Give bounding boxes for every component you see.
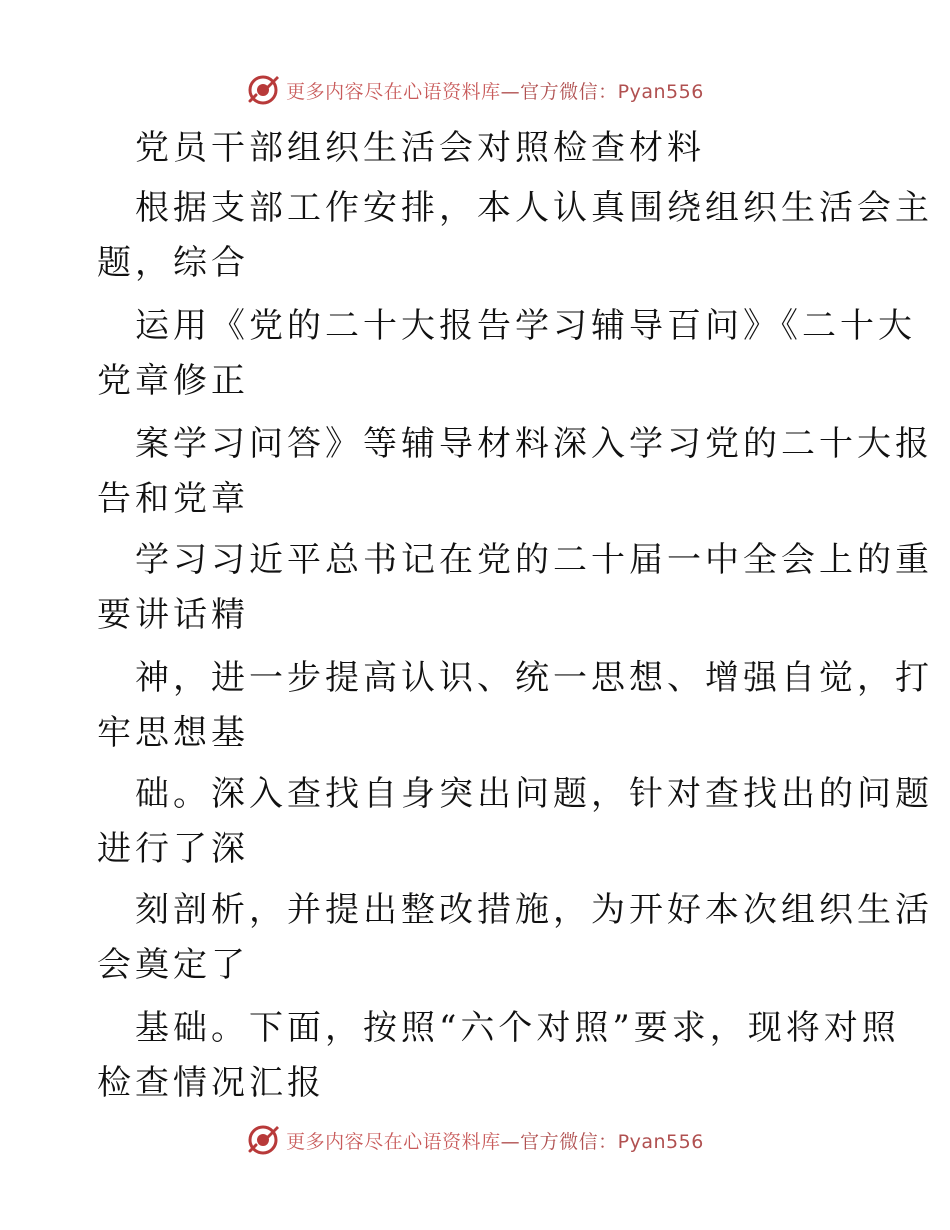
paragraph-line: 告和党章 <box>97 479 249 519</box>
paragraph-line: 学习习近平总书记在党的二十届一中全会上的重 <box>135 540 933 580</box>
paragraph-line: 会奠定了 <box>97 945 249 985</box>
banner-text <box>286 77 704 104</box>
paragraph-line: 检查情况汇报 <box>97 1063 325 1103</box>
paragraph-line: 运用《党的二十大报告学习辅导百问》《二十大 <box>135 306 916 346</box>
footer-banner <box>0 1120 950 1160</box>
paragraph-line: 牢思想基 <box>97 713 249 753</box>
paragraph-line: 础。深入查找自身突出问题，针对查找出的问题 <box>135 774 933 814</box>
banner-title: 更多内容尽在心语资料库 <box>286 80 501 103</box>
paragraph-line: 题，综合 <box>97 243 249 283</box>
paragraph-line: 党章修正 <box>97 361 249 401</box>
banner-title: 更多内容尽在心语资料库 <box>286 1130 501 1153</box>
paragraph-line: 进行了深 <box>97 829 249 869</box>
paragraph-line: 神，进一步提高认识、统一思想、增强自觉，打 <box>135 658 933 698</box>
paragraph-line: 要讲话精 <box>97 595 249 635</box>
banner-wechat: —官方微信：Pyan556 <box>500 1130 704 1153</box>
paragraph-line: 刻剖析，并提出整改措施，为开好本次组织生活 <box>135 890 933 930</box>
banner-text <box>286 1127 704 1154</box>
document-title: 党员干部组织生活会对照检查材料 <box>135 128 705 168</box>
header-banner <box>0 70 950 110</box>
paragraph-line: 案学习问答》等辅导材料深入学习党的二十大报 <box>135 424 933 464</box>
paragraph-line: 基础。下面，按照“六个对照”要求，现将对照 <box>135 1008 900 1048</box>
pen-logo-icon <box>246 1123 280 1157</box>
paragraph-line: 根据支部工作安排，本人认真围绕组织生活会主 <box>135 188 933 228</box>
pen-logo-icon <box>246 73 280 107</box>
banner-wechat: —官方微信：Pyan556 <box>500 80 704 103</box>
